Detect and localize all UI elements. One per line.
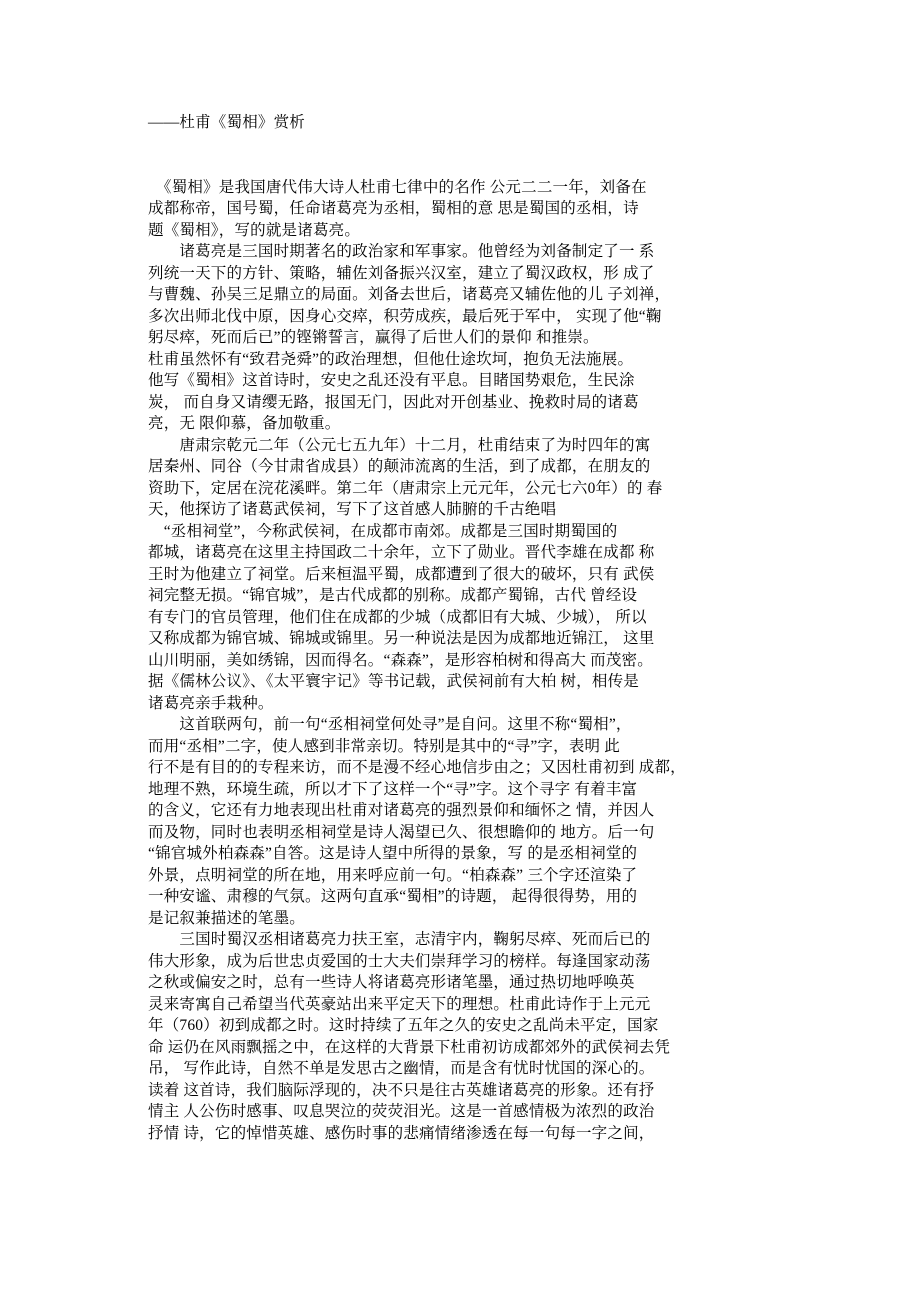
- text-line: “丞相祠堂”，今称武侯祠，在成都市南郊。成都是三国时期蜀国的: [148, 522, 618, 540]
- title-gap: [148, 134, 793, 177]
- text-line: 而用“丞相”二字，使人感到非常亲切。特别是其中的“寻”字，表明 此: [148, 737, 620, 755]
- text-line: 多次出师北伐中原，因身心交瘁，积劳成疾，最后死于军中， 实现了他“鞠: [148, 307, 662, 325]
- paragraph: [148, 929, 793, 1144]
- text-line: 而及物，同时也表明丞相祠堂是诗人渴望已久、很想瞻仰的 地方。后一句: [148, 823, 655, 841]
- paragraph: [148, 435, 793, 521]
- text-line: 都城，诸葛亮在这里主持国政二十余年，立下了勋业。晋代李雄在成都 称: [148, 544, 655, 561]
- text-line: 居秦州、同谷（今甘肃省成县）的颠沛流离的生活，到了成都，在朋友的: [148, 458, 651, 475]
- text-line: 三国时蜀汉丞相诸葛亮力扶王室，志清宇内，鞠躬尽瘁、死而后已的: [148, 931, 651, 948]
- document-title: ——杜甫《蜀相》赏析: [148, 114, 306, 131]
- text-line: “锦官城外柏森森”自答。这是诗人望中所得的景象，写 的是丞相祠堂的: [148, 845, 638, 862]
- text-line: 资助下，定居在浣花溪畔。第二年（唐肃宗上元元年，公元七六0年）的 春: [148, 479, 663, 497]
- text-line: 行不是有目的的专程来访，而不是漫不经心地信步由之；又因杜甫初到 成都，: [148, 759, 686, 776]
- text-line: 唐肃宗乾元二年（公元七五九年）十二月，杜甫结束了为时四年的寓: [148, 436, 651, 454]
- text-line: 祠完整无损。“锦官城”，是古代成都的别称。成都产蜀锦，古代 曾经设: [148, 587, 638, 604]
- document-content: [148, 112, 793, 1144]
- text-line: 的含义，它还有力地表现出杜甫对诸葛亮的强烈景仰和缅怀之 情，并因人: [148, 802, 655, 819]
- text-line: 《蜀相》是我国唐代伟大诗人杜甫七律中的名作 公元二二一年，刘备在: [148, 178, 647, 196]
- text-line: 诸葛亮亲手栽种。: [148, 694, 274, 712]
- text-line: 之秋或偏安之时，总有一些诗人将诸葛亮形诸笔墨，通过热切地呼唤英: [148, 974, 635, 991]
- text-line: 情主 人公伤时感事、叹息哭泣的荧荧泪光。这是一首感情极为浓烈的政治: [148, 1103, 655, 1120]
- text-line: 天，他探访了诸葛武侯祠，写下了这首感人肺腑的千古绝唱: [148, 501, 557, 518]
- paragraph: [148, 177, 793, 242]
- text-line: 伟大形象，成为后世忠贞爱国的士大夫们崇拜学习的榜样。每逢国家动荡: [148, 952, 651, 970]
- text-line: 王时为他建立了祠堂。后来桓温平蜀，成都遭到了很大的破坏，只有 武侯: [148, 565, 655, 583]
- document-paragraphs: [148, 177, 793, 1145]
- text-line: 杜甫虽然怀有“致君尧舜”的政治理想，但他仕途坎坷，抱负无法施展。: [148, 350, 634, 368]
- text-line: 灵来寄寓自己希望当代英豪站出来平定天下的理想。杜甫此诗作于上元元: [148, 995, 651, 1013]
- text-line: 地理不熟，环境生疏，所以才下了这样一个“寻”字。这个寻字 有着丰富: [148, 780, 638, 798]
- text-line: 又称成都为锦官城、锦城或锦里。另一种说法是因为成都地近锦江， 这里: [148, 630, 655, 647]
- text-line: 读着 这首诗，我们脑际浮现的，决不只是往古英雄诸葛亮的形象。还有抒: [148, 1081, 655, 1099]
- text-line: 有专门的官员管理，他们住在成都的少城（成都旧有大城、少城）， 所以: [148, 608, 647, 626]
- paragraph: [148, 521, 793, 715]
- text-line: 山川明丽，美如绣锦，因而得名。“森森”，是形容柏树和得高大 而茂密。: [148, 651, 653, 669]
- paragraph: [148, 349, 793, 435]
- text-line: 诸葛亮是三国时期著名的政治家和军事家。他曾经为刘备制定了一 系: [148, 243, 655, 260]
- text-line: 躬尽瘁，死而后已”的铿锵誓言，赢得了后世人们的景仰 和推崇。: [148, 329, 599, 346]
- text-line: 年（760）初到成都之时。这时持续了五年之久的安史之乱尚未平定，国家: [148, 1017, 659, 1034]
- text-line: 他写《蜀相》这首诗时，安史之乱还没有平息。目睹国势艰危，生民涂: [148, 372, 635, 389]
- text-line: 列统一天下的方针、策略，辅佐刘备振兴汉室，建立了蜀汉政权，形 成了: [148, 264, 655, 282]
- text-line: 成都称帝，国号蜀，任命诸葛亮为丞相，蜀相的意 思是蜀国的丞相，诗: [148, 200, 639, 217]
- text-line: 一种安谧、肃穆的气氛。这两句直承“蜀相”的诗题， 起得很得势，用的: [148, 888, 638, 905]
- text-line: 题《蜀相》，写的就是诸葛亮。: [148, 221, 361, 239]
- paragraph: [148, 241, 793, 349]
- text-line: 这首联两句，前一句“丞相祠堂何处寻”是自问。这里不称“蜀相”，: [148, 716, 632, 733]
- paragraph: [148, 714, 793, 929]
- text-line: 抒情 诗，它的悼惜英雄、感伤时事的悲痛情绪渗透在每一句每一字之间，: [148, 1124, 655, 1142]
- text-line: 亮，无 限仰慕，备加敬重。: [148, 415, 341, 432]
- text-line: 外景，点明祠堂的所在地，用来呼应前一句。“柏森森” 三个字还渲染了: [148, 866, 638, 884]
- text-line: 命 运仍在风雨飘摇之中，在这样的大背景下杜甫初访成都郊外的武侯祠去凭: [148, 1038, 671, 1056]
- text-line: 据《儒林公议》、《太平寰宇记》等书记载，武侯祠前有大柏 树，相传是: [148, 673, 639, 690]
- text-line: 是记叙兼描述的笔墨。: [148, 909, 306, 927]
- text-line: 炭， 而自身又请缨无路，报国无门，因此对开创基业、挽救时局的诸葛: [148, 393, 639, 411]
- text-line: 吊， 写作此诗，自然不单是发思古之幽情，而是含有忧时忧国的深心的。: [148, 1060, 655, 1077]
- text-line: 与曹魏、孙吴三足鼎立的局面。刘备去世后，诸葛亮又辅佐他的儿 子刘禅，: [148, 286, 671, 303]
